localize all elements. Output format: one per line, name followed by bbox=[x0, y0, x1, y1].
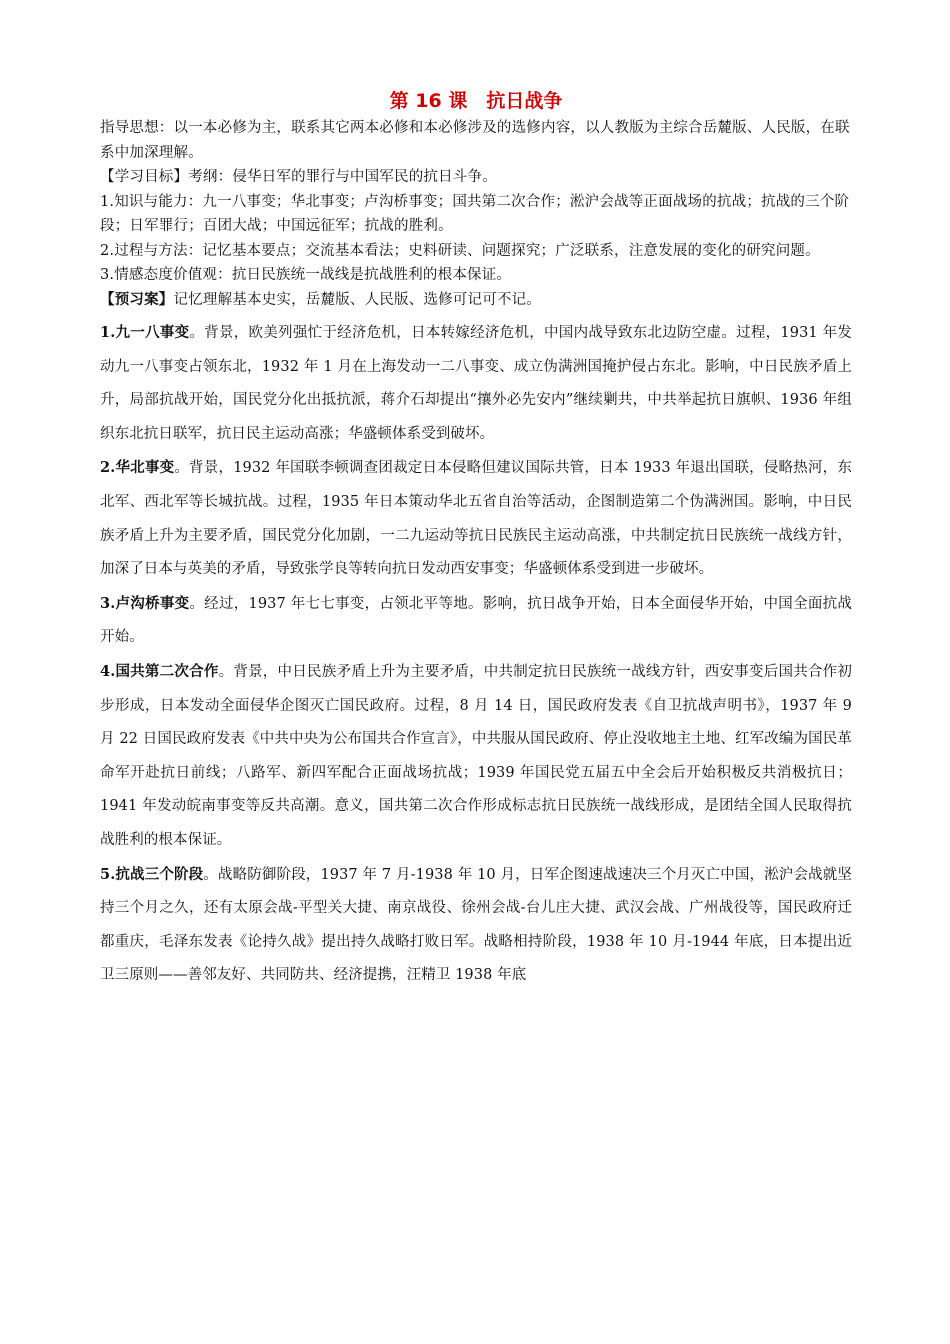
goal-knowledge: 1.知识与能力：九一八事变；华北事变；卢沟桥事变；国共第二次合作；淞沪会战等正面战场的抗战；抗战的三个阶段；日军罪行；百团大战；中国远征军；抗战的胜利。 bbox=[100, 193, 850, 234]
section-3-head: 3.卢沟桥事变 bbox=[100, 594, 190, 612]
section-4-head: 4.国共第二次合作 bbox=[100, 662, 219, 680]
section-1 bbox=[100, 316, 852, 451]
lesson-title: 第 16 课 抗日战争 bbox=[389, 90, 563, 112]
section-5 bbox=[100, 858, 852, 993]
goal-attitude: 3.情感态度价值观：抗日民族统一战线是抗战胜利的根本保证。 bbox=[100, 267, 512, 283]
section-1-body: 。背景，欧美列强忙于经济危机，日本转嫁经济危机，中国内战导致东北边防空虚。过程，1931 年发动九一八事变占领东北，1932 年 1 月在上海发动一二八事变、成立伪满洲国掩护侵占东北。影响，中日民族矛盾上升，局部抗战开始，国民党分化出抵抗派，蒋介石却提出“攘外必先安内”继续剿共，中共举起抗日旗帜、1936 年组织东北抗日联军，抗日民主运动高涨；华盛顿体系受到破坏。 bbox=[100, 325, 852, 442]
section-2 bbox=[100, 451, 852, 586]
section-3 bbox=[100, 587, 852, 655]
section-2-body: 。背景，1932 年国联李顿调查团裁定日本侵略但建议国际共管，日本 1933 年退出国联，侵略热河，东北军、西北军等长城抗战。过程，1935 年日本策动华北五省自治等活动，企图制造第二个伪满洲国。影响，中日民族矛盾上升为主要矛盾，国民党分化加剧，一二九运动等抗日民族民主运动高涨，中共制定抗日民族统一战线方针，加深了日本与英美的矛盾，导致张学良等转向抗日发动西安事变；华盛顿体系受到进一步破坏。 bbox=[100, 460, 852, 578]
section-4 bbox=[100, 655, 852, 858]
document-page bbox=[100, 88, 852, 993]
guiding-idea: 指导思想：以一本必修为主，联系其它两本必修和本必修涉及的选修内容，以人教版为主综合岳麓版、人民版，在联系中加深理解。 bbox=[100, 120, 850, 161]
section-3-body: 。经过，1937 年七七事变，占领北平等地。影响，抗日战争开始，日本全面侵华开始，中国全面抗战开始。 bbox=[100, 595, 852, 646]
section-5-head: 5.抗战三个阶段 bbox=[100, 865, 204, 883]
goal-process: 2.过程与方法：记忆基本要点；交流基本看法；史料研读、问题探究；广泛联系，注意发展的变化的研究问题。 bbox=[100, 242, 820, 259]
section-2-head: 2.华北事变 bbox=[100, 459, 175, 477]
section-1-head: 1.九一八事变 bbox=[100, 324, 190, 341]
preview-text: 记忆理解基本史实，岳麓版、人民版、选修可记可不记。 bbox=[173, 291, 541, 308]
intro-block bbox=[100, 116, 852, 312]
preview-line bbox=[100, 288, 852, 313]
section-4-body: 。背景，中日民族矛盾上升为主要矛盾，中共制定抗日民族统一战线方针，西安事变后国共合作初步形成，日本发动全面侵华企图灭亡国民政府。过程，8 月 14 日，国民政府发表《自卫抗战声明书》，1937 年 9 月 22 日国民政府发表《中共中央为公布国共合作宣言》，中共服从国民政府、停止没收地主土地、红军改编为国民革命军开赴抗日前线；八路军、新四军配合正面战场抗战；1939 年国民党五届五中全会后开始积极反共消极抗日；1941 年发动皖南事变等反共高潮。意义，国共第二次合作形成标志抗日民族统一战线形成，是团结全国人民取得抗战胜利的根本保证。 bbox=[100, 663, 852, 848]
section-5-body: 。战略防御阶段，1937 年 7 月-1938 年 10 月，日军企图速战速决三个月灭亡中国，淞沪会战就坚持三个月之久，还有太原会战-平型关大捷、南京战役、徐州会战-台儿庄大捷、武汉会战、广州战役等，国民政府迁都重庆，毛泽东发表《论持久战》提出持久战略打败日军。战略相持阶段，1938 年 10 月-1944 年底，日本提出近卫三原则——善邻友好、共同防共、经济提携，汪精卫 1938 年底 bbox=[100, 866, 852, 984]
preview-label: 【预习案】 bbox=[100, 290, 174, 308]
learning-goal: 【学习目标】考纲：侵华日军的罪行与中国军民的抗日斗争。 bbox=[100, 169, 497, 185]
